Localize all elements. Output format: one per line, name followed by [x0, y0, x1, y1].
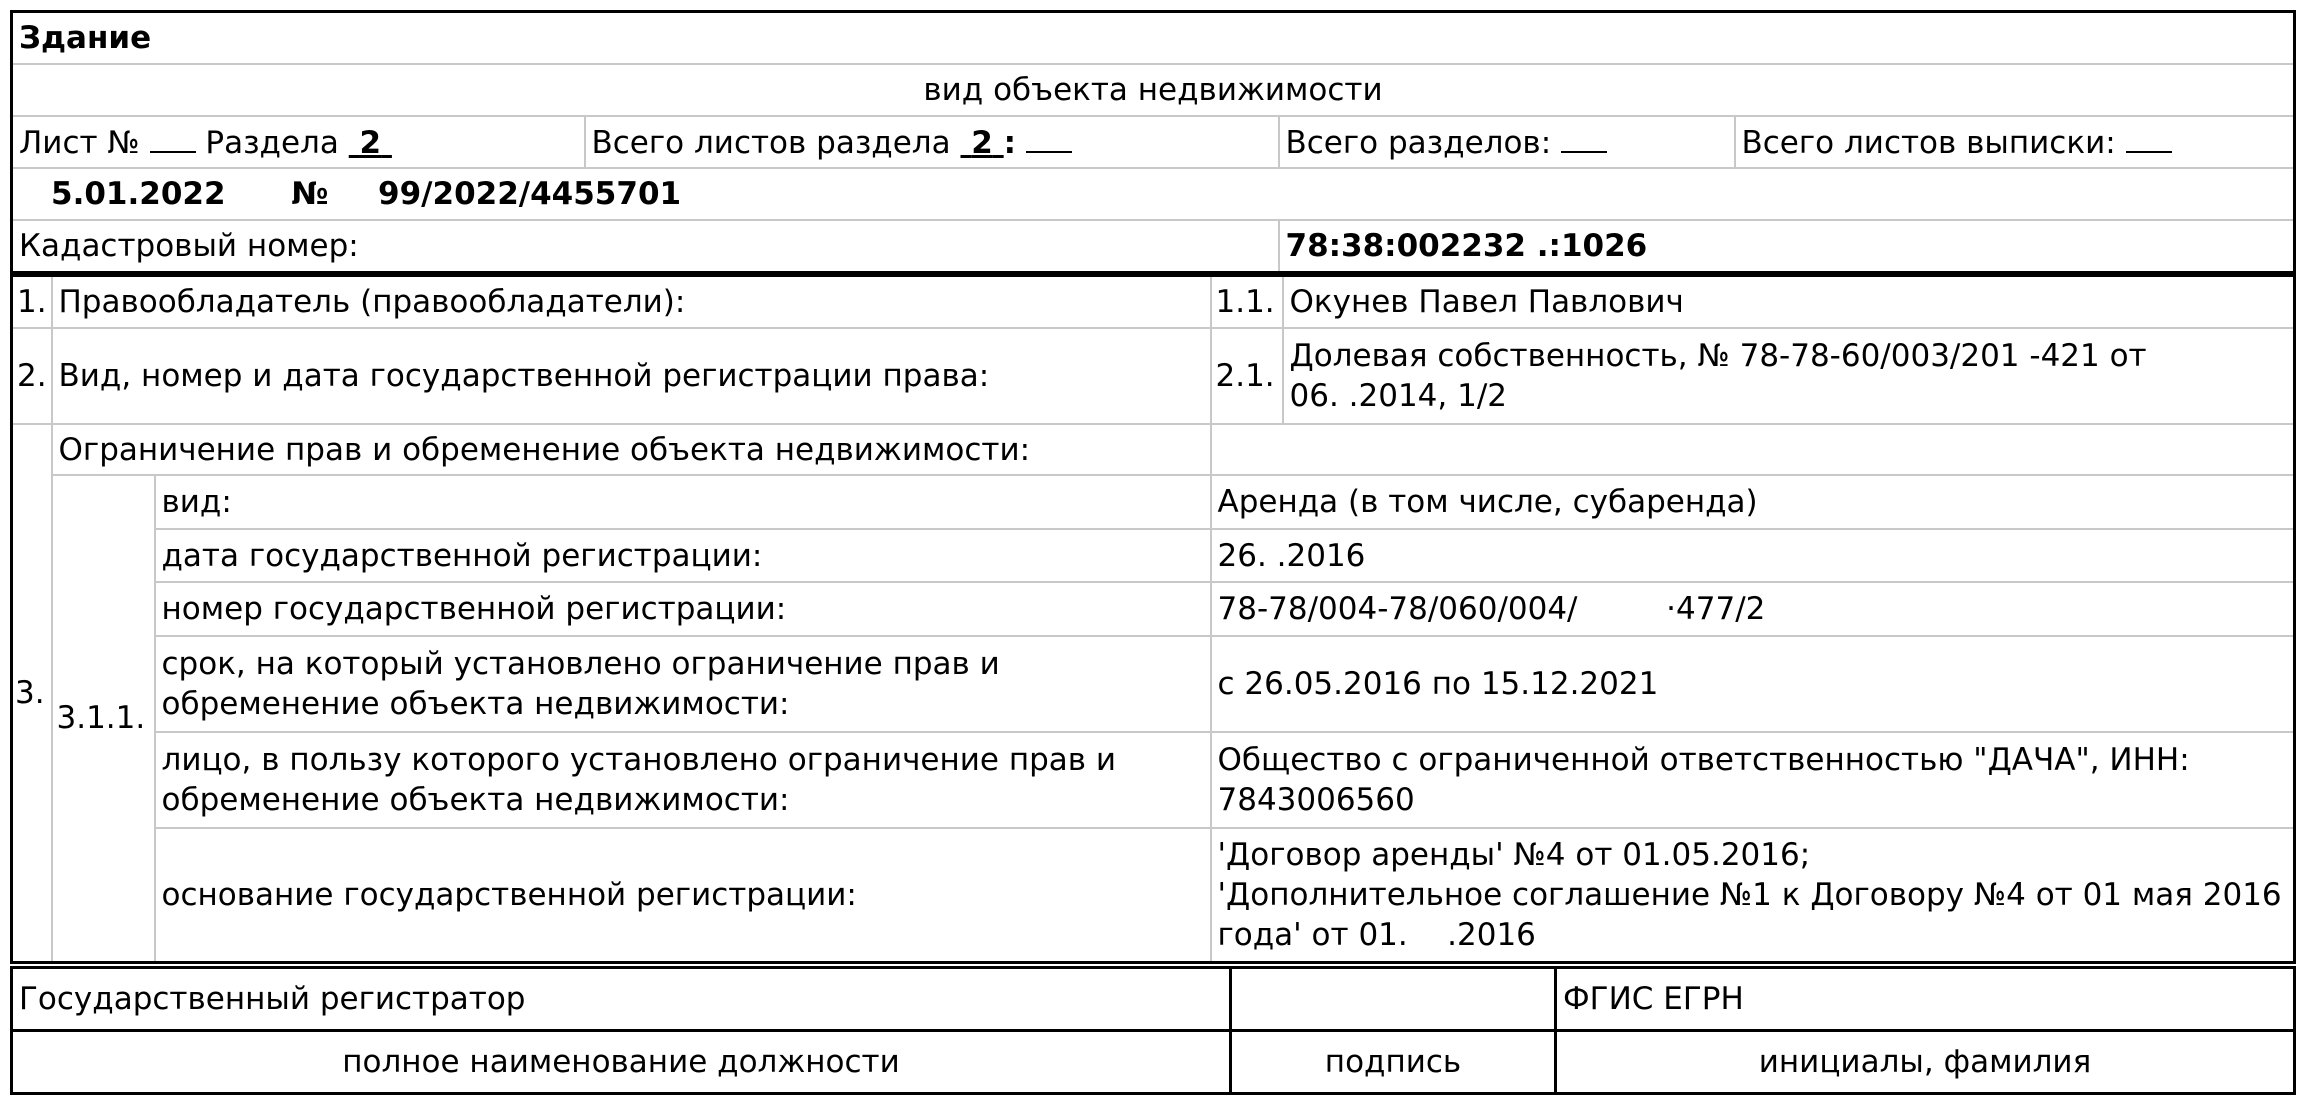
row1-label: Правообладатель (правообладатели):: [52, 275, 1211, 328]
basis-label: основание государственной регистрации:: [155, 828, 1211, 962]
position-caption: полное наименование должности: [12, 1031, 1231, 1094]
total-sections-blank: [1561, 121, 1607, 153]
row2-value: Долевая собственность, № 78-78-60/003/201 -421 от 06. .2014, 1/2: [1283, 328, 2295, 424]
registrar-name: ФГИС ЕГРН: [1556, 968, 2295, 1031]
registrar-position: Государственный регистратор: [12, 968, 1231, 1031]
reg-date-value: 26. .2016: [1211, 529, 2295, 582]
term-label: срок, на который установлено ограничение прав и обременение объекта недвижимости:: [155, 636, 1211, 732]
reg-number-label: номер государственной регистрации:: [155, 582, 1211, 636]
object-type-caption: вид объекта недвижимости: [12, 64, 2295, 116]
total-sheets-extract-label: Всего листов выписки:: [1741, 125, 2116, 161]
kind-value: Аренда (в том числе, субаренда): [1211, 475, 2295, 529]
section-value: 2: [359, 125, 382, 161]
total-sheets-section-blank: [1026, 121, 1072, 153]
total-sections-label: Всего разделов:: [1285, 125, 1552, 161]
row3-label: Ограничение прав и обременение объекта недвижимости:: [52, 424, 1211, 475]
row1-value: Окунев Павел Павлович: [1283, 275, 2295, 328]
row1-number: 1.: [12, 275, 52, 328]
total-sections-cell: [1279, 116, 1735, 168]
row3-sub: 3.1.1.: [52, 475, 155, 962]
total-sheets-extract-blank: [2126, 121, 2172, 153]
reg-date-label: дата государственной регистрации:: [155, 529, 1211, 582]
cadastral-label: Кадастровый номер:: [12, 220, 1279, 273]
cadastral-value: 78:38:002232 .:1026: [1279, 220, 2295, 273]
total-sheets-section-cell: Всего листов раздела 2 :: [585, 116, 1279, 168]
beneficiary-label: лицо, в пользу которого установлено ограничение прав и обременение объекта недвижимости:: [155, 732, 1211, 828]
rights-table: [10, 273, 2296, 964]
object-type: Здание: [12, 12, 2295, 65]
total-sheets-section-value: 2: [971, 125, 993, 161]
sheet-number-label: Лист №: [19, 125, 140, 161]
beneficiary-value: Общество с ограниченной ответственностью "ДАЧА", ИНН: 7843006560: [1211, 732, 2295, 828]
number-sign: №: [291, 176, 329, 212]
sheet-number-blank: [150, 121, 196, 153]
total-sheets-section-label: Всего листов раздела: [591, 125, 951, 161]
extract-number: 99/2022/4455701: [378, 176, 682, 212]
date-number-cell: [12, 168, 2295, 220]
total-sheets-extract-cell: [1735, 116, 2295, 168]
kind-label: вид:: [155, 475, 1211, 529]
name-caption: инициалы, фамилия: [1556, 1031, 2295, 1094]
extract-date: 5.01.2022: [51, 176, 226, 212]
signature-caption: подпись: [1231, 1031, 1556, 1094]
term-value: с 26.05.2016 по 15.12.2021: [1211, 636, 2295, 732]
sheet-number-cell: [12, 116, 585, 168]
registrar-signature: [1231, 968, 1556, 1031]
extract-header-table: [10, 10, 2296, 274]
signature-table: [10, 966, 2296, 1095]
row3-number: 3.: [12, 424, 52, 962]
basis-value: 'Договор аренды' №4 от 01.05.2016; 'Дополнительное соглашение №1 к Договору №4 от 01 мая 2016 года' от 01. .2016: [1211, 828, 2295, 962]
section-label: Раздела: [205, 125, 339, 161]
row2-number: 2.: [12, 328, 52, 424]
row3-empty: [1211, 424, 2295, 475]
reg-number-value: 78-78/004-78/060/004/ ·477/2: [1211, 582, 2295, 636]
row2-label: Вид, номер и дата государственной регистрации права:: [52, 328, 1211, 424]
row1-sub: 1.1.: [1211, 275, 1283, 328]
row2-sub: 2.1.: [1211, 328, 1283, 424]
